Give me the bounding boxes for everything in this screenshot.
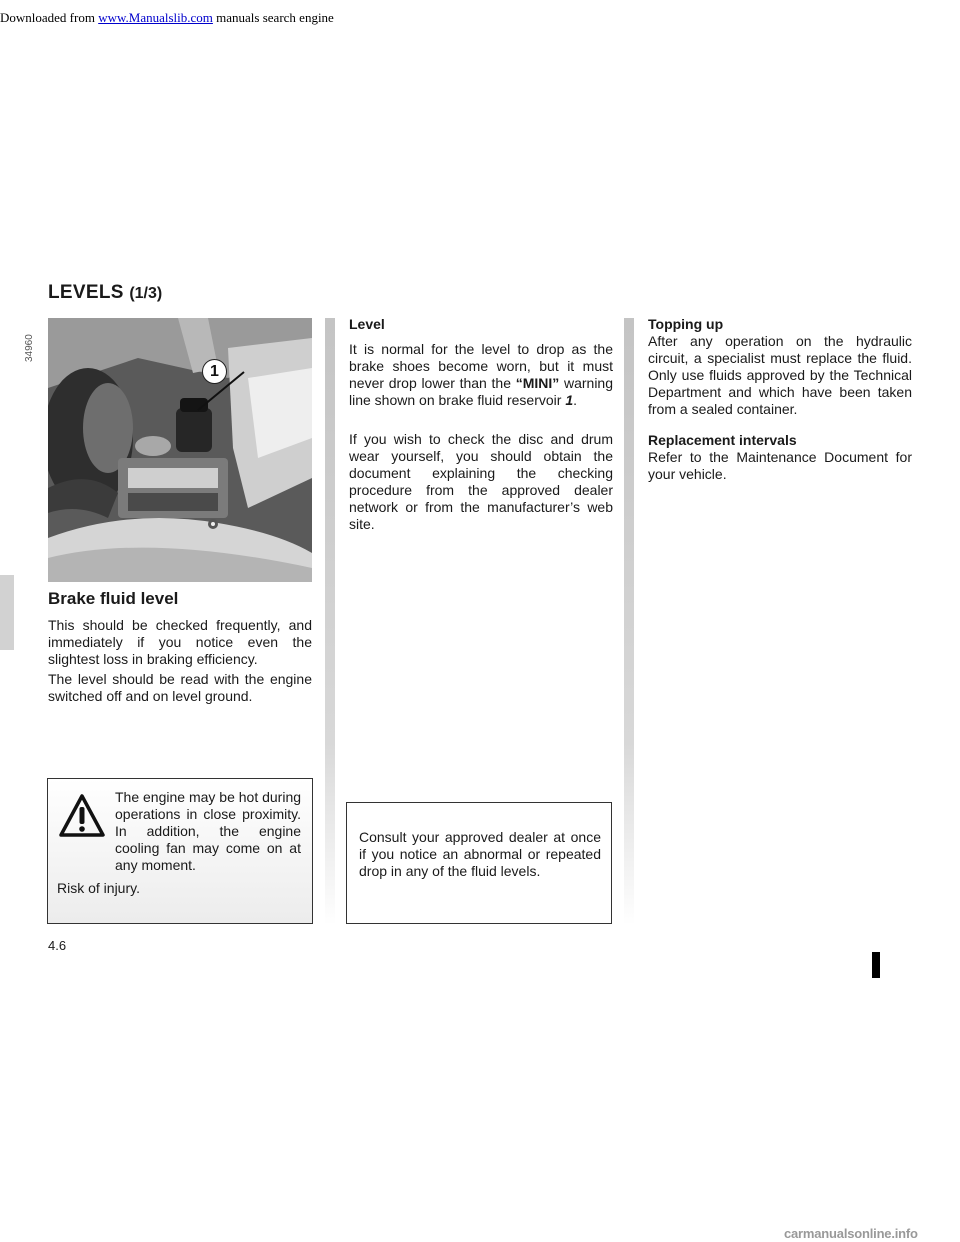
warning-risk: Risk of injury. [57, 880, 140, 896]
column-divider-right [624, 318, 634, 925]
replacement-text: Refer to the Maintenance Document for your vehicle. [648, 449, 912, 482]
mini-label: “MINI” [515, 375, 560, 391]
header-suffix: manuals search engine [212, 10, 334, 25]
footer-watermark: carmanualsonline.info [784, 1226, 918, 1241]
level-heading: Level [349, 316, 385, 332]
topping-text: After any operation on the hydraulic circuit, a specialist must replace the fluid. Only use fluids approved by the Technical Department and which have been taken from a sealed container. [648, 333, 912, 417]
page-title [48, 282, 162, 304]
manualslib-link[interactable]: www.Manualslib.com [98, 10, 213, 25]
brake-fluid-para-2: The level should be read with the engine switched off and on level ground. [48, 671, 312, 704]
brake-fluid-para-1: This should be checked frequently, and immediately if you notice even the slightest loss in braking efficiency. [48, 617, 312, 667]
level-p1-b: warning line shown on brake fluid reservoir [349, 375, 614, 408]
engine-bay-photo [48, 318, 312, 582]
reservoir-number: 1 [565, 392, 574, 408]
warning-text-body: The engine may be hot during operations in close proximity. In addition, the engine cooling fan may come on at any moment. [115, 789, 302, 873]
level-p1-end: . [573, 392, 578, 408]
title-sub: (1/3) [129, 285, 163, 302]
brake-fluid-heading: Brake fluid level [48, 589, 179, 608]
title-main: LEVELS [48, 282, 124, 303]
level-p1-a: It is normal for the level to drop as the brake shoes become worn, but it must never drop lower than the [349, 341, 613, 391]
warning-text [115, 789, 301, 874]
level-para-2: If you wish to check the disc and drum wear yourself, you should obtain the document explaining the checking procedure from the approved dealer network or from the manufacturer’s web site. [349, 431, 613, 532]
download-header [0, 0, 960, 28]
header-prefix: Downloaded from [0, 10, 99, 25]
page-number: 4.6 [48, 938, 67, 953]
warning-triangle-icon [58, 793, 106, 839]
column-divider-left [325, 318, 335, 925]
engine-bay-illustration [48, 318, 312, 582]
topping-heading: Topping up [648, 316, 724, 332]
photo-code: 34960 [24, 334, 35, 362]
info-text: Consult your approved dealer at once if you notice an abnormal or repeated drop in any of the fluid levels. [359, 829, 601, 879]
section-tab [0, 575, 14, 650]
level-para-1 [349, 341, 613, 409]
replacement-heading: Replacement intervals [648, 432, 797, 448]
section-end-mark [872, 952, 880, 978]
callout-1: 1 [202, 359, 227, 384]
info-box [346, 802, 612, 924]
warning-box [47, 778, 313, 924]
